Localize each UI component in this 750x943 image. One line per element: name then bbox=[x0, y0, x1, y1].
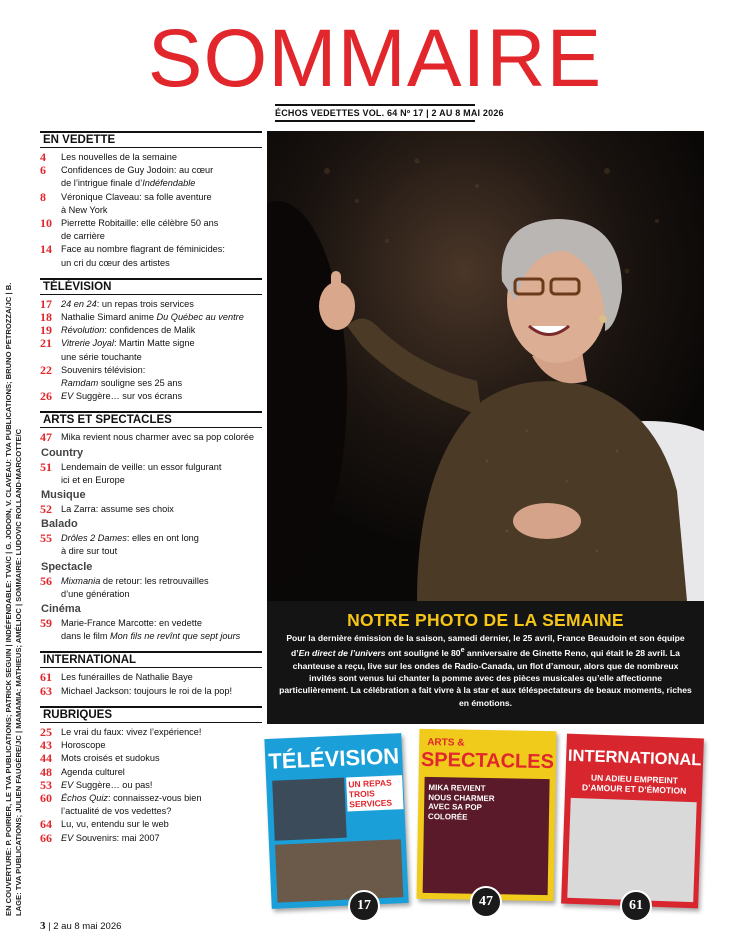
subsection-spectacle: Spectacle bbox=[41, 560, 93, 573]
page-number: 44 bbox=[40, 751, 52, 766]
photo-credits bbox=[4, 266, 34, 916]
toc-entry[interactable] bbox=[40, 792, 262, 818]
page-number: 4 bbox=[40, 150, 46, 164]
cover-page-badge: 47 bbox=[470, 886, 502, 918]
toc-entry[interactable] bbox=[40, 779, 262, 792]
cover-international[interactable] bbox=[561, 734, 704, 909]
entry-title-italic: Mixmania bbox=[61, 575, 101, 586]
photo-of-the-week bbox=[267, 131, 704, 601]
toc-entry[interactable] bbox=[40, 617, 262, 643]
page-number: 55 bbox=[40, 531, 52, 546]
toc-entry[interactable] bbox=[40, 164, 262, 190]
entry-title: Mika revient nous charmer avec sa pop colorée bbox=[61, 432, 255, 443]
cover-headline: UN REPAS TROIS SERVICES bbox=[346, 775, 403, 811]
cover-title-a: ARTS & bbox=[427, 736, 465, 749]
entry-title-italic: Vitrerie Joyal bbox=[61, 338, 114, 349]
toc-entry[interactable] bbox=[40, 390, 262, 403]
caption-text: Pour la dernière émission de la saison, samedi dernier, le 25 avril, France Beaudoin et son équipe d’En direct de l’univers ont souligné le 80e anniversaire de Ginette Reno, qui était le 28 avril. La chanteuse a reçu, live sur les ondes de Radio-Canada, un flot d’amour, alors que de nombreux invités sont venus lui chanter la pomme avec des pièces musicales qu’elle affectionne particulièrement. La célébration a fait vivre à la star et aux téléspectateurs de beaux moments, riches en émotions. bbox=[279, 633, 692, 708]
page-footer bbox=[40, 920, 121, 933]
entry-title: Horoscope bbox=[61, 740, 106, 751]
table-of-contents bbox=[40, 131, 262, 845]
entry-title: Souvenirs: mai 2007 bbox=[73, 832, 160, 843]
toc-entry[interactable] bbox=[40, 311, 262, 324]
page-number: 59 bbox=[40, 616, 52, 631]
entry-title-cont: à dire sur tout bbox=[61, 546, 118, 557]
folio-date: 2 au 8 mai 2026 bbox=[53, 921, 122, 932]
folio-number: 3 bbox=[40, 920, 46, 932]
cover-page-badge: 61 bbox=[620, 890, 652, 922]
entry-title-italic: 24 en 24 bbox=[61, 298, 97, 309]
entry-title: Suggère… ou pas! bbox=[73, 779, 153, 790]
photo-illustration bbox=[267, 131, 704, 601]
section-heading-vedette: EN VEDETTE bbox=[40, 131, 262, 148]
toc-entry[interactable] bbox=[40, 461, 262, 487]
section-covers bbox=[262, 726, 712, 916]
toc-entry[interactable] bbox=[40, 324, 262, 337]
entry-title: : Martin Matte signe bbox=[113, 338, 195, 349]
photo-credits-text: EN COUVERTURE: P. POIRIER, LE TVA PUBLICATIONS; PATRICK SEGUIN | INDÉFENDABLE: TVA/C | G. JODOIN, V. CLAVEAU: TVA PUBLICATIONS; BRUNO PETROZZA/JC | B. LAGE: TVA PUBLICATIONS; JULIEN FAUGÈRE/JC | MAMAMIA: MATHIEUS; AMÉLIOC | SOMMAIRE: LUDOVIC ROLLAND-MARCOTTE/C bbox=[4, 282, 23, 916]
page-number: 60 bbox=[40, 790, 52, 805]
cover-photo bbox=[567, 798, 696, 902]
entry-title: Marie-France Marcotte: en vedette bbox=[61, 618, 202, 629]
entry-title: Agenda culturel bbox=[61, 766, 125, 777]
entry-title-italic: EV bbox=[61, 779, 74, 790]
entry-title: Le vrai du faux: vivez l’expérience! bbox=[61, 726, 202, 737]
entry-title-cont: l’actualité de vos vedettes? bbox=[61, 806, 172, 817]
toc-entry[interactable] bbox=[40, 191, 262, 217]
toc-entry[interactable] bbox=[40, 364, 262, 390]
toc-entry[interactable] bbox=[40, 532, 262, 558]
entry-title: : connaissez-vous bien bbox=[107, 792, 202, 803]
entry-title: : elles en ont long bbox=[126, 533, 199, 544]
entry-title: Les nouvelles de la semaine bbox=[61, 152, 177, 162]
entry-title-italic: EV bbox=[61, 391, 74, 402]
entry-title-cont: une série touchante bbox=[61, 351, 142, 362]
cover-title: INTERNATIONAL bbox=[567, 746, 702, 770]
subsection-country: Country bbox=[41, 446, 84, 459]
page-number: 48 bbox=[40, 764, 52, 779]
entry-title-italic: Ramdam bbox=[61, 378, 99, 389]
section-heading-arts: ARTS ET SPECTACLES bbox=[40, 411, 262, 428]
toc-entry[interactable] bbox=[40, 503, 262, 516]
entry-title: Nathalie Simard anime bbox=[61, 312, 157, 323]
toc-entry[interactable] bbox=[40, 766, 262, 779]
page-title: SOMMAIRE bbox=[147, 13, 603, 104]
entry-title: de retour: les retrouvailles bbox=[100, 575, 209, 586]
toc-entry[interactable] bbox=[40, 818, 262, 831]
entry-title-cont: souligne ses 25 ans bbox=[98, 378, 183, 389]
entry-title: La Zarra: assume ses choix bbox=[61, 504, 174, 515]
entry-title: : confidences de Malik bbox=[104, 325, 196, 336]
entry-title: Suggère… sur vos écrans bbox=[73, 391, 183, 402]
page-number: 14 bbox=[40, 242, 52, 257]
page-number: 21 bbox=[40, 336, 52, 351]
toc-entry[interactable] bbox=[40, 431, 262, 444]
page-number: 17 bbox=[40, 296, 52, 311]
caption-title: NOTRE PHOTO DE LA SEMAINE bbox=[347, 610, 624, 630]
subsection-cinema: Cinéma bbox=[41, 603, 81, 616]
toc-entry[interactable] bbox=[40, 671, 262, 684]
page-number: 18 bbox=[40, 310, 52, 325]
entry-title-italic: Révolution bbox=[61, 325, 105, 336]
section-heading-television: TÉLÉVISION bbox=[40, 278, 262, 295]
entry-title: Michael Jackson: toujours le roi de la pop! bbox=[61, 685, 233, 696]
page-number: 63 bbox=[40, 683, 52, 698]
cover-headline: MIKA REVIENT NOUS CHARMER AVEC SA POP COLORÉE bbox=[427, 782, 495, 822]
page-number: 47 bbox=[40, 430, 52, 445]
page-number: 43 bbox=[40, 738, 52, 753]
page-number: 66 bbox=[40, 830, 52, 845]
entry-title: Confidences de Guy Jodoin: au cœur bbox=[61, 165, 214, 176]
toc-entry[interactable] bbox=[40, 243, 262, 269]
toc-entry[interactable] bbox=[40, 151, 262, 164]
section-heading-international: INTERNATIONAL bbox=[40, 651, 262, 668]
issue-line: ÉCHOS VEDETTES VOL. 64 Nº 17 | 2 AU 8 MAI 2026 bbox=[275, 104, 475, 122]
entry-title: : un repas trois services bbox=[96, 298, 194, 309]
page-number: 8 bbox=[40, 189, 46, 204]
entry-title-cont: dans le film bbox=[61, 631, 111, 642]
entry-title: Lendemain de veille: un essor fulgurant bbox=[61, 461, 222, 472]
entry-title-cont: d’une génération bbox=[61, 588, 130, 599]
page-number: 61 bbox=[40, 670, 52, 685]
cover-arts-spectacles[interactable] bbox=[417, 729, 557, 901]
entry-title: Face au nombre flagrant de féminicides: bbox=[61, 244, 225, 255]
page-number: 10 bbox=[40, 216, 52, 231]
subsection-balado: Balado bbox=[41, 518, 78, 531]
toc-entry[interactable] bbox=[40, 575, 262, 601]
entry-title: Lu, vu, entendu sur le web bbox=[61, 819, 169, 830]
page-number: 22 bbox=[40, 362, 52, 377]
toc-entry[interactable] bbox=[40, 832, 262, 845]
entry-title: Pierrette Robitaille: elle célèbre 50 ans bbox=[61, 218, 219, 229]
subsection-musique: Musique bbox=[41, 489, 86, 502]
cover-title-b: SPECTACLES bbox=[420, 748, 555, 774]
page-number: 64 bbox=[40, 817, 52, 832]
entry-title-italic: EV bbox=[61, 832, 74, 843]
toc-entry[interactable] bbox=[40, 217, 262, 243]
entry-title-cont: ici et en Europe bbox=[61, 474, 125, 485]
entry-title-cont: à New York bbox=[61, 204, 108, 215]
entry-title: Véronique Claveau: sa folle aventure bbox=[61, 191, 212, 202]
page-number: 26 bbox=[40, 389, 52, 404]
cover-headline: UN ADIEU EMPREINT D’AMOUR ET D’ÉMOTION bbox=[581, 772, 687, 796]
toc-entry[interactable] bbox=[40, 726, 262, 739]
entry-title-italic: Mon fils ne revînt que sept jours bbox=[110, 631, 241, 642]
folio-divider: | bbox=[48, 921, 54, 932]
photo-caption-box bbox=[267, 601, 704, 724]
cover-photo bbox=[275, 839, 403, 902]
page-number: 25 bbox=[40, 724, 52, 739]
section-heading-rubriques: RUBRIQUES bbox=[40, 706, 262, 723]
toc-entry[interactable] bbox=[40, 752, 262, 765]
toc-entry[interactable] bbox=[40, 685, 262, 698]
cover-television[interactable] bbox=[264, 733, 408, 909]
entry-title-italic: Échos Quiz bbox=[61, 792, 108, 803]
entry-title-italic: Du Québec au ventre bbox=[156, 312, 244, 323]
entry-title-cont: de l’intrigue finale d’ bbox=[61, 178, 143, 189]
cover-title: TÉLÉVISION bbox=[267, 743, 400, 774]
page-number: 52 bbox=[40, 502, 52, 517]
entry-title: Les funérailles de Nathalie Baye bbox=[61, 672, 193, 683]
page-number: 19 bbox=[40, 323, 52, 338]
page-number: 6 bbox=[40, 163, 46, 178]
cover-page-badge: 17 bbox=[348, 890, 380, 922]
entry-title: Souvenirs télévision: bbox=[61, 364, 146, 375]
toc-entry[interactable] bbox=[40, 337, 262, 363]
toc-entry[interactable] bbox=[40, 298, 262, 311]
page-number: 56 bbox=[40, 573, 52, 588]
entry-title: Mots croisés et sudokus bbox=[61, 753, 160, 764]
toc-entry[interactable] bbox=[40, 739, 262, 752]
cover-photo bbox=[272, 778, 347, 841]
page-number: 53 bbox=[40, 777, 52, 792]
entry-title-cont: de carrière bbox=[61, 231, 105, 242]
page-number: 51 bbox=[40, 459, 52, 474]
entry-title-italic: Drôles 2 Dames bbox=[61, 533, 127, 544]
entry-title-cont: un cri du cœur des artistes bbox=[61, 257, 170, 268]
entry-title-italic: Indéfendable bbox=[142, 178, 196, 189]
